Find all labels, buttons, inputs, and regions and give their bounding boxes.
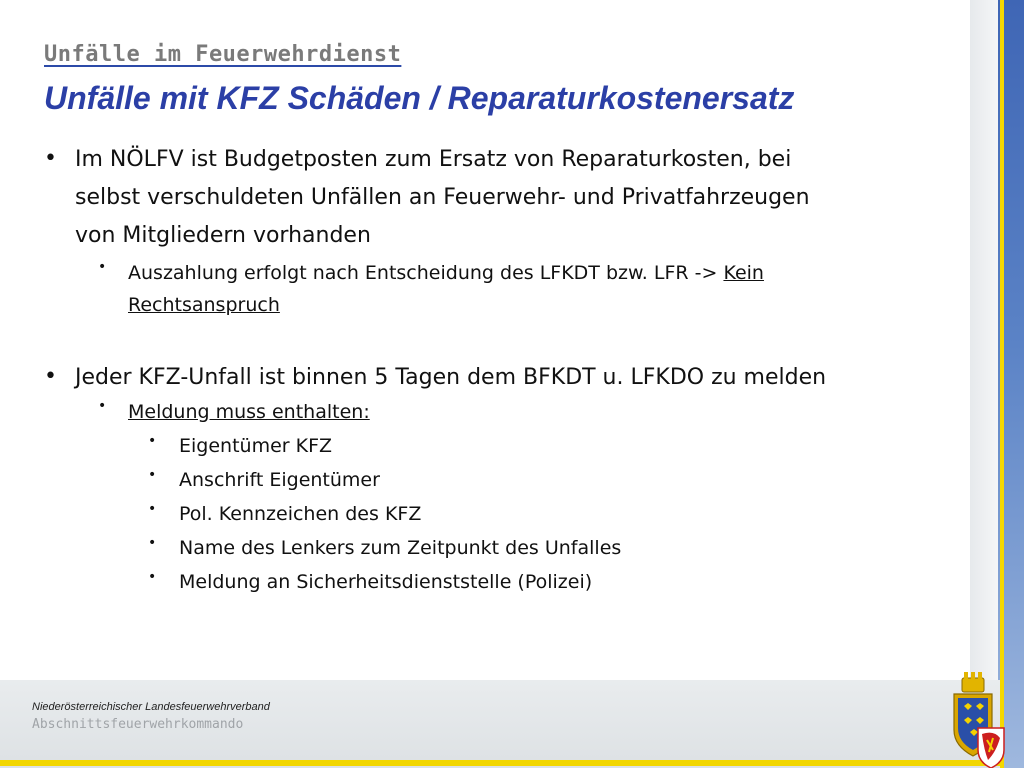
right-yellow-stripe — [1000, 0, 1004, 768]
footer-yellow-line — [0, 760, 1000, 766]
bullet-1-line-1: Im NÖLFV ist Budgetposten zum Ersatz von Reparaturkosten, bei — [75, 147, 792, 172]
list-item: Meldung an Sicherheitsdienststelle (Polizei) — [179, 571, 593, 593]
footer-subtitle: Abschnittsfeuerwehrkommando — [32, 717, 244, 732]
bullet-1-sub-text: Auszahlung erfolgt nach Entscheidung des LFKDT bzw. LFR -> — [128, 262, 724, 284]
bullet-dot: • — [44, 146, 57, 171]
bullet-2-sub: Meldung muss enthalten: — [128, 401, 370, 423]
sub-sub-bullet-dot: • — [148, 467, 157, 483]
right-decor-band — [970, 0, 1000, 768]
slide-kicker: Unfälle im Feuerwehrdienst — [44, 42, 402, 67]
kein-rechtsanspruch-underlined: Kein — [723, 262, 764, 284]
footer-organization: Niederösterreichischer Landesfeuerwehrverband — [32, 701, 270, 713]
list-item: Eigentümer KFZ — [179, 435, 333, 457]
bullet-dot: • — [44, 364, 57, 389]
bullet-1-line-2: selbst verschuldeten Unfällen an Feuerwehr- und Privatfahrzeugen — [75, 185, 810, 210]
bullet-2: Jeder KFZ-Unfall ist binnen 5 Tagen dem BFKDT u. LFKDO zu melden — [75, 365, 827, 390]
sub-bullet-dot: • — [98, 398, 107, 414]
list-item: Name des Lenkers zum Zeitpunkt des Unfalles — [179, 537, 622, 559]
sub-sub-bullet-dot: • — [148, 501, 157, 517]
slide-title: Unfälle mit KFZ Schäden / Reparaturkostenersatz — [44, 80, 795, 116]
noe-feuerwehr-coat-of-arms-icon — [944, 672, 1006, 768]
sub-sub-bullet-dot: • — [148, 569, 157, 585]
list-item: Pol. Kennzeichen des KFZ — [179, 503, 422, 525]
sub-sub-bullet-dot: • — [148, 535, 157, 551]
sub-bullet-dot: • — [98, 259, 107, 275]
bullet-1-sub-line-2: Rechtsanspruch — [128, 294, 280, 316]
list-item: Anschrift Eigentümer — [179, 469, 380, 491]
bullet-1-sub-line-1 — [128, 257, 764, 289]
bullet-1-line-3: von Mitgliedern vorhanden — [75, 223, 371, 248]
sub-sub-bullet-dot: • — [148, 433, 157, 449]
